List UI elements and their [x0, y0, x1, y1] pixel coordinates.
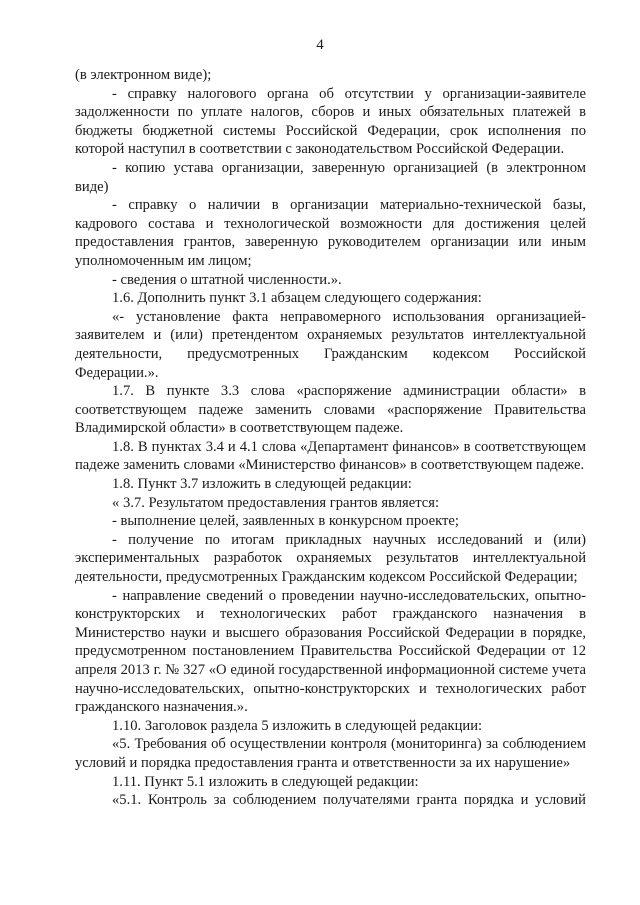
- paragraph: « 3.7. Результатом предоставления грантов является:: [112, 494, 440, 511]
- paragraph: - сведения о штатной численности.».: [112, 271, 342, 288]
- paragraph: «5. Требования об осуществлении контроля (мониторинга) за соблюдением условий и порядка предоставления гранта и ответственности за их нарушение»: [75, 736, 586, 771]
- paragraph: - справку о наличии в организации материально-технической базы, кадрового состава и технологической возможности для достижения целей предоставления грантов, заверенную руководителем организации или иным уполномоченным им лицом;: [75, 197, 586, 269]
- paragraph: 1.6. Дополнить пункт 3.1 абзацем следующего содержания:: [112, 290, 482, 307]
- paragraph: 1.8. В пунктах 3.4 и 4.1 слова «Департамент финансов» в соответствующем падеже заменить словами «Министерство финансов» в соответствующем падеже.: [75, 438, 586, 474]
- paragraph: - копию устава организации, заверенную организацией (в электронном виде): [75, 159, 586, 195]
- page-number: 4: [316, 37, 324, 53]
- paragraph: 1.7. В пункте 3.3 слова «распоряжение администрации области» в соответствующем падеже заменить словами «распоряжение Правительства Владимирской области» в соответствующем падеже.: [75, 383, 586, 437]
- paragraph: - выполнение целей, заявленных в конкурсном проекте;: [112, 513, 459, 530]
- paragraph: (в электронном виде);: [75, 67, 212, 83]
- paragraph: 1.11. Пункт 5.1 изложить в следующей редакции:: [112, 773, 419, 790]
- document-body: [75, 66, 586, 810]
- paragraph: «5.1. Контроль за соблюдением получателями гранта порядка и условий: [112, 792, 586, 809]
- paragraph: - справку налогового органа об отсутствии у организации-заявителе задолженности по уплате налогов, сборов и иных обязательных платежей в бюджеты бюджетной системы Российской Федерации, срок исполнения по которой наступил в соответствии с законодательством Российской Федерации.: [75, 85, 586, 158]
- paragraph: - направление сведений о проведении научно-исследовательских, опытно-конструкторских и технологических работ гражданского назначения в Министерство науки и высшего образования Российской Федерации в порядке, предусмотренном постановлением Правительства Российской Федерации от 12 апреля 2013 г. № 327 «О единой государственной информационной системе учета научно-исследовательских, опытно-конструкторских и технологических работ гражданского назначения.».: [75, 587, 586, 716]
- paragraph: - получение по итогам прикладных научных исследований и (или) экспериментальных разработок охраняемых результатов интеллектуальной деятельности, предусмотренных Гражданским кодексом Российской Федерации;: [75, 531, 586, 586]
- paragraph: 1.10. Заголовок раздела 5 изложить в следующей редакции:: [112, 717, 483, 734]
- paragraph: «- установление факта неправомерного использования организацией-заявителем и (или) претендентом охраняемых результатов интеллектуальной деятельности, предусмотренных Гражданским кодексом Российской Федерации.».: [75, 308, 586, 381]
- paragraph: 1.8. Пункт 3.7 изложить в следующей редакции:: [112, 476, 412, 493]
